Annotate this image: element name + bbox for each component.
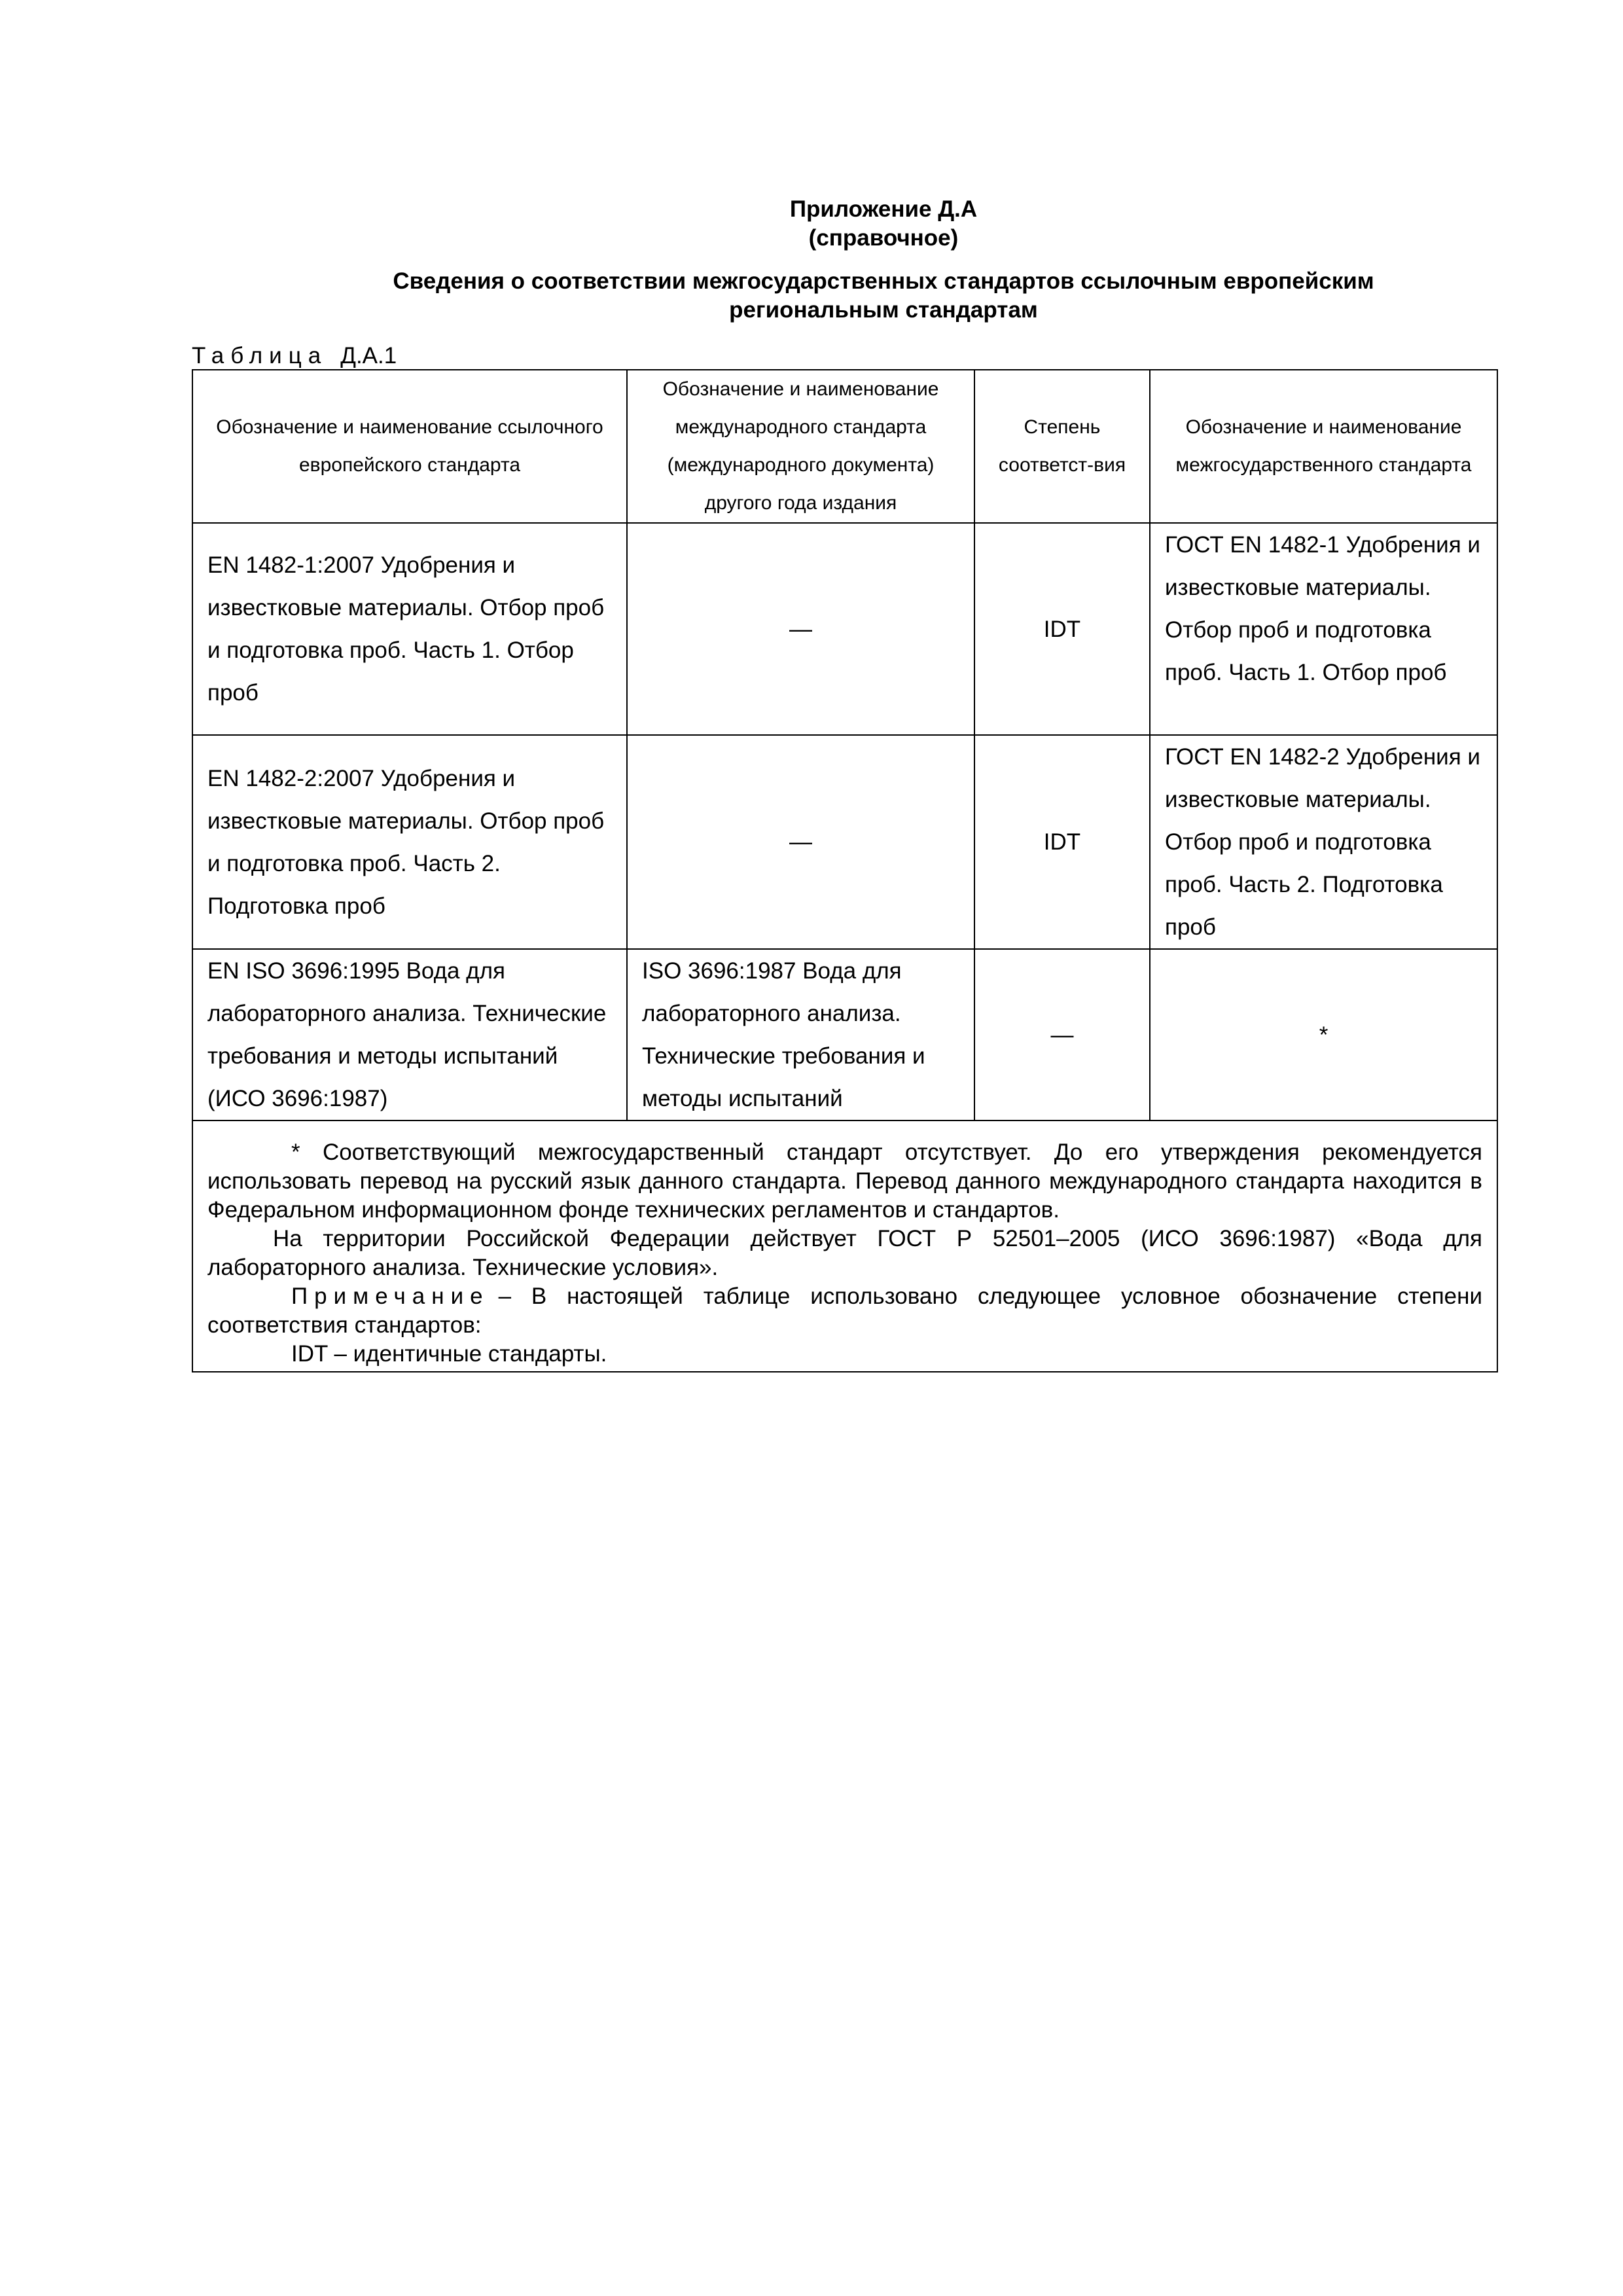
cell-degree: IDT: [974, 735, 1150, 949]
cell-european: EN ISO 3696:1995 Вода для лабораторного анализа. Технические требования и методы испытаний (ИСО 3696:1987): [192, 949, 627, 1121]
note-label: Примечание: [291, 1283, 490, 1309]
dash-mark: —: [789, 829, 812, 855]
cell-international: ISO 3696:1987 Вода для лабораторного анализа. Технические требования и методы испытаний: [627, 949, 974, 1121]
header-international-standard: Обозначение и наименование международного стандарта (международного документа) другого года издания: [627, 370, 974, 523]
table-caption-number: Д.А.1: [340, 343, 397, 368]
dash-mark: —: [789, 616, 812, 642]
standards-table: [192, 369, 1498, 1372]
table-notes-row: [192, 1121, 1497, 1372]
header-european-standard: Обозначение и наименование ссылочного европейского стандарта: [192, 370, 627, 523]
cell-european: EN 1482-2:2007 Удобрения и известковые материалы. Отбор проб и подготовка проб. Часть 2. Подготовка проб: [192, 735, 627, 949]
table-caption-word: Таблица: [192, 343, 328, 368]
idt-definition: IDT – идентичные стандарты.: [291, 1341, 607, 1367]
cell-degree: IDT: [974, 523, 1150, 735]
cell-international: [627, 523, 974, 735]
cell-interstate: ГОСТ EN 1482-1 Удобрения и известковые материалы. Отбор проб и подготовка проб. Часть 1. Отбор проб: [1150, 523, 1497, 735]
header-degree: Степень соответст-вия: [974, 370, 1150, 523]
territory-note: На территории Российской Федерации действует ГОСТ Р 52501–2005 (ИСО 3696:1987) «Вода для лабораторного анализа. Технические условия».: [207, 1226, 1482, 1280]
footnote-text: * Соответствующий межгосударственный стандарт отсутствует. До его утверждения рекомендуется использовать перевод на русский язык данного стандарта. Перевод данного международного стандарта находится в Федеральном информационном фонде технических регламентов и стандартов.: [207, 1139, 1482, 1223]
table-notes: [192, 1121, 1497, 1372]
cell-international: [627, 735, 974, 949]
cell-interstate: *: [1150, 949, 1497, 1121]
appendix-subtitle: (справочное): [808, 225, 959, 251]
table-row: [192, 523, 1497, 735]
table-row: [192, 949, 1497, 1121]
header-interstate-standard: Обозначение и наименование межгосударственного стандарта: [1150, 370, 1497, 523]
table-caption: [192, 343, 397, 369]
note-paragraph: [207, 1282, 1482, 1340]
appendix-title: Приложение Д.А: [789, 196, 978, 222]
section-heading: Сведения о соответствии межгосударственных стандартов ссылочным европейским региональным стандартам: [393, 268, 1374, 323]
cell-european: EN 1482-1:2007 Удобрения и известковые материалы. Отбор проб и подготовка проб. Часть 1. Отбор проб: [192, 523, 627, 735]
table-header-row: [192, 370, 1497, 523]
cell-interstate: ГОСТ EN 1482-2 Удобрения и известковые материалы. Отбор проб и подготовка проб. Часть 2. Подготовка проб: [1150, 735, 1497, 949]
table-row: [192, 735, 1497, 949]
note-text: – В настоящей таблице использовано следующее условное обозначение степени соответствия стандартов:: [207, 1283, 1482, 1338]
cell-degree: —: [974, 949, 1150, 1121]
